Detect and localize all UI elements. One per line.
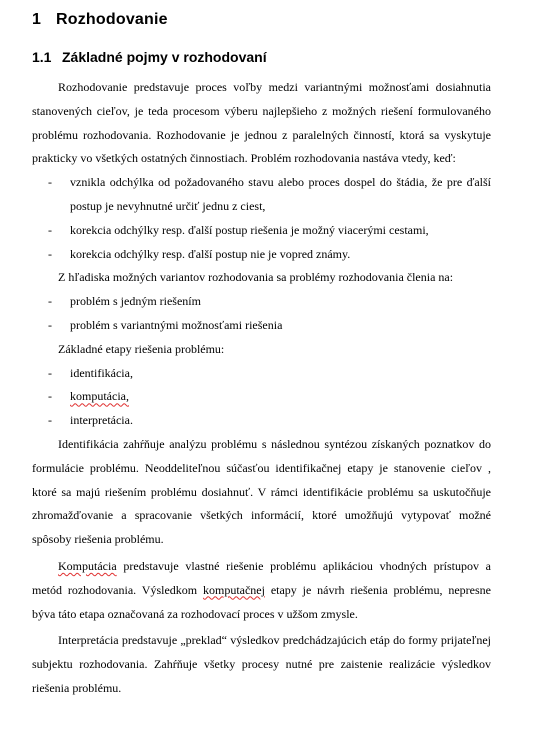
list-item-text: problém s variantnými možnosťami riešenia xyxy=(70,317,283,332)
identification-paragraph: Identifikácia zahŕňuje analýzu problému s následnou syntézou získaných poznatkov do formulácie problému. Neoddeliteľnou súčasťou identifikačnej etapy je stanovenie cieľov , ktoré sa majú riešením problému dosiahnuť. V rámci identifikácie problému sa uskutočňuje zhromažďovanie a spracovanie všetkých informácií, ktoré umožňujú vytypovať možné spôsoby riešenia problému. xyxy=(32,436,491,547)
list-item xyxy=(32,219,491,243)
dash-bullet: - xyxy=(48,317,52,332)
stages-intro: Základné etapy riešenia problému: xyxy=(58,341,225,356)
list-item-text: korekcia odchýlky resp. ďalší postup riešenia je možný viacerými cestami, xyxy=(70,222,429,237)
dash-bullet: - xyxy=(48,246,52,261)
dash-bullet: - xyxy=(48,175,52,190)
chapter-number: 1 xyxy=(32,11,42,28)
document-body xyxy=(32,76,491,701)
list-item-text: komputácia, xyxy=(70,389,129,404)
dash-bullet: - xyxy=(48,413,52,428)
section-heading xyxy=(32,48,491,66)
computation-paragraph xyxy=(32,555,491,626)
dash-bullet: - xyxy=(48,389,52,404)
list-item xyxy=(32,385,491,409)
paragraph-text: predstavuje vlastné riešenie problému aplikáciou vhodných prístupov a metód rozhodovania. Výsledkom xyxy=(32,558,491,597)
list-item-text: korekcia odchýlky resp. ďalší postup nie je vopred známy. xyxy=(70,246,351,261)
dash-bullet: - xyxy=(48,294,52,309)
list-item xyxy=(32,171,491,219)
list-item-text: problém s jedným riešením xyxy=(70,294,201,309)
list-item xyxy=(32,243,491,267)
list-item-text: vznikla odchýlka od požadovaného stavu alebo proces dospel do štádia, že pre ďalší postup je nevyhnutné určiť jednu z ciest, xyxy=(70,175,491,213)
intro-paragraph: Rozhodovanie predstavuje proces voľby medzi variantnými možnosťami dosiahnutia stanovených cieľov, je teda procesom výberu najlepšieho z možných riešení formulovaného problému rozhodovania. Rozhodovanie je jednou z paralelných činností, ktorá sa vyskytuje prakticky vo všetkých ostatných činnostiach. Problém rozhodovania nastáva vtedy, keď: xyxy=(32,80,491,166)
chapter-heading xyxy=(32,10,491,30)
chapter-title: Rozhodovanie xyxy=(56,11,168,28)
section-number: 1.1 xyxy=(32,49,52,65)
dash-bullet: - xyxy=(48,222,52,237)
dash-bullet: - xyxy=(48,365,52,380)
list-item xyxy=(32,314,491,338)
list-item xyxy=(32,409,491,433)
list-item-text: interpretácia. xyxy=(70,413,133,428)
paragraph-text: etapy je návrh riešenia problému, nepresne býva táto etapa označovaná za rozhodovací proces v užšom zmysle. xyxy=(32,582,491,621)
division-intro: Z hľadiska možných variantov rozhodovania sa problémy rozhodovania členia na: xyxy=(58,270,454,285)
spellcheck-word: komputačnej xyxy=(202,582,265,597)
list-item-text: identifikácia, xyxy=(70,365,133,380)
interpretation-paragraph: Interpretácia predstavuje „preklad“ výsledkov predchádzajúcich etáp do formy prijateľnej subjektu rozhodovania. Zahŕňuje všetky procesy nutné pre zaistenie realizácie výsledkov riešenia problému. xyxy=(32,633,491,695)
list-item xyxy=(32,362,491,386)
spellcheck-word: Komputácia xyxy=(58,558,117,573)
section-title: Základné pojmy v rozhodovaní xyxy=(62,49,267,65)
list-item xyxy=(32,290,491,314)
